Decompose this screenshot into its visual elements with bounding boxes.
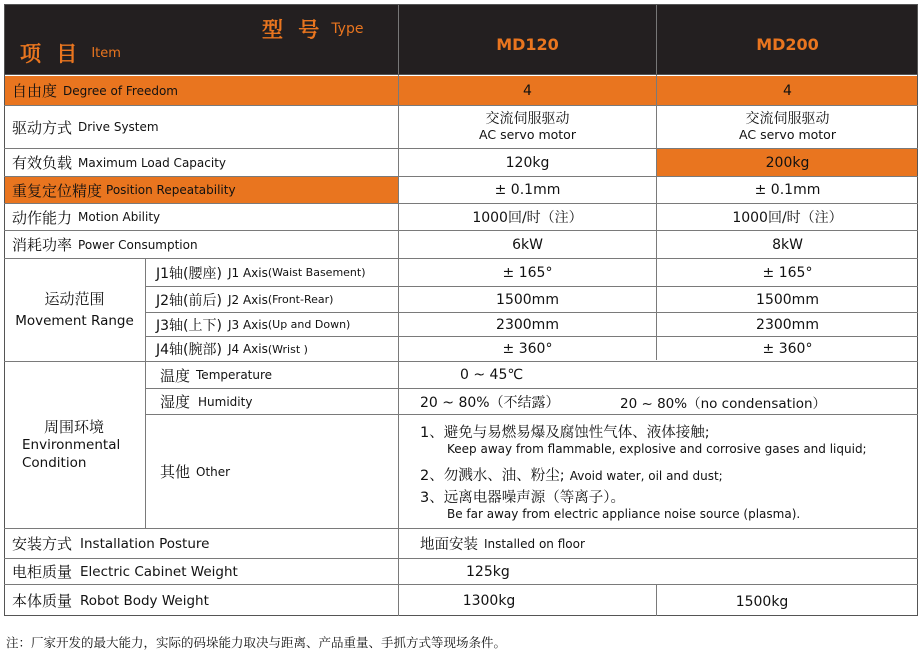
axis-j3-md200: 2300mm [756,316,819,333]
env-other-line3-en: Be far away from electric appliance noise source (plasma). [447,507,801,521]
power-md120: 6kW [512,236,543,253]
cabinet-label: 电柜质量 Electric Cabinet Weight [12,563,238,581]
cabinet-value: 125kg [466,563,510,580]
header-item-label: 项 目 Item [20,42,121,66]
env-other-line1-zh: 1、避免与易燃易爆及腐蚀性气体、液体接触; [420,425,710,441]
motion-md120: 1000回/时（注） [472,210,583,226]
load-label: 有效负载 Maximum Load Capacity [12,154,226,172]
repeat-label: 重复定位精度 Position Repeatability [12,181,236,200]
motion-label: 动作能力 Motion Ability [12,208,161,227]
drive-label: 驱动方式 Drive System [12,118,159,137]
axis-j1-md200: ± 165° [762,264,813,281]
dof-md200: 4 [783,82,792,99]
env-label: 周围环境 Environmental Condition [22,418,121,471]
env-humid-label: 湿度 Humidity [160,393,253,411]
repeat-md120: ± 0.1mm [494,182,561,198]
env-temp-label: 温度 Temperature [160,366,273,385]
env-temp-value: 0 ~ 45℃ [460,367,524,383]
axis-j1-md120: ± 165° [502,264,553,281]
drive-md120: 交流伺服驱动 AC servo motor [479,111,576,142]
model-md120: MD120 [496,34,559,54]
dof-label: 自由度 Degree of Freedom [12,82,178,100]
axis-j1-label: J1轴(腰座) J1 Axis (Waist Basement) [156,265,366,282]
power-label: 消耗功率 Power Consumption [12,236,198,254]
axis-j4-md120: ± 360° [502,341,553,357]
motion-md200: 1000回/时（注） [732,210,843,226]
env-other-line2: 2、勿溅水、油、粉尘; Avoid water, oil and dust; [420,468,723,484]
repeat-md200: ± 0.1mm [754,182,821,198]
model-md200: MD200 [756,34,819,54]
header-type-label: 型 号 Type [262,18,364,42]
axis-j4-md200: ± 360° [762,341,813,357]
movement-label: 运动范围 Movement Range [15,290,134,329]
dof-md120: 4 [523,82,532,99]
axis-j3-label: J3轴(上下) J3 Axis (Up and Down) [156,317,351,334]
load-md120: 120kg [505,154,550,171]
env-other-line3-zh: 3、远离电器噪声源（等离子）。 [420,490,625,506]
install-label: 安装方式 Installation Posture [12,535,210,553]
axis-j2-label: J2轴(前后) J2 Axis (Front-Rear) [156,292,334,309]
env-other-label: 其他 Other [160,463,231,481]
footnote: 注：厂家开发的最大能力，实际的码垛能力取决与距离、产品重量、手抓方式等现场条件。 [6,635,507,650]
axis-j2-md120: 1500mm [496,291,559,308]
body-md120: 1300kg [462,592,516,609]
env-humid-value-zh: 20 ~ 80%（不结露） [420,394,560,411]
env-other-line1-en: Keep away from flammable, explosive and corrosive gases and liquid; [447,442,867,456]
drive-md200: 交流伺服驱动 AC servo motor [739,111,836,142]
axis-j3-md120: 2300mm [496,316,559,333]
body-label: 本体质量 Robot Body Weight [12,592,209,610]
load-md200: 200kg [765,154,810,171]
axis-j4-label: J4轴(腕部) J4 Axis (Wrist ) [156,342,308,358]
body-md200: 1500kg [735,594,789,610]
power-md200: 8kW [772,236,803,253]
env-humid-value-en: 20 ~ 80%（no condensation） [620,395,827,412]
install-value: 地面安装 Installed on floor [420,536,585,553]
axis-j2-md200: 1500mm [756,291,819,308]
